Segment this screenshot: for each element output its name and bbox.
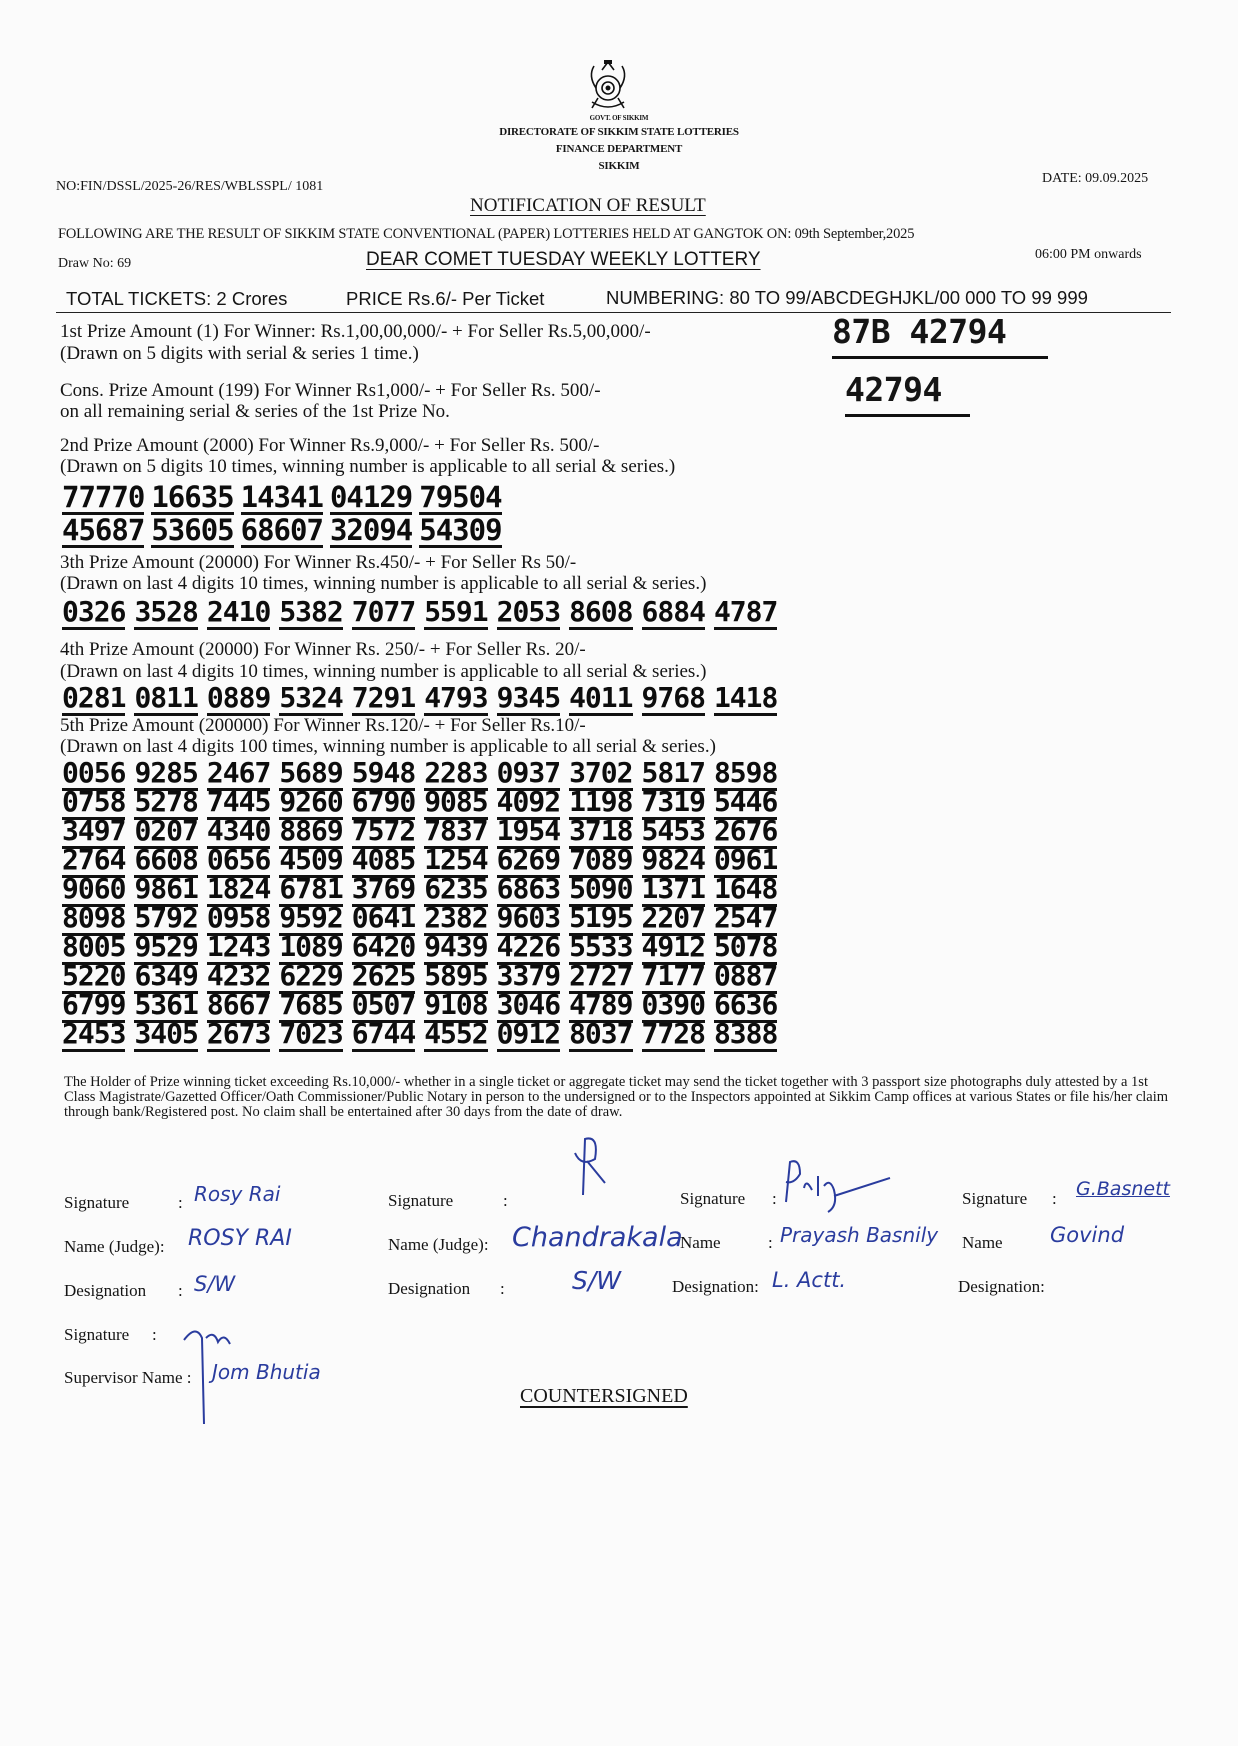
prize-number: 1824 xyxy=(206,872,271,905)
prize-number: 7685 xyxy=(279,988,343,1021)
reference-number: NO:FIN/DSSL/2025-26/RES/WBLSSPL/ 1081 xyxy=(56,179,324,194)
prize-number: 5895 xyxy=(424,959,488,992)
prize-number: 4226 xyxy=(496,930,561,963)
prize-number: 2467 xyxy=(206,756,271,789)
prize-number: 32094 xyxy=(329,513,413,547)
prize-number: 2453 xyxy=(62,1017,126,1050)
prize-number: 6420 xyxy=(351,930,416,963)
prize-number: 0056 xyxy=(62,756,126,789)
document-date: DATE: 09.09.2025 xyxy=(1042,171,1149,186)
prize-number: 4085 xyxy=(351,843,416,876)
prize-number: 16635 xyxy=(151,480,234,514)
prize-number: 1371 xyxy=(641,872,705,905)
prize-number: 2625 xyxy=(351,959,416,992)
prize-number: 0758 xyxy=(62,785,126,818)
officer2-name-value: Govind xyxy=(1050,1223,1125,1247)
prize-number: 8667 xyxy=(206,988,271,1021)
prize-number: 8037 xyxy=(569,1017,633,1050)
header-govt: GOVT. OF SIKKIM xyxy=(589,114,649,122)
lottery-name: DEAR COMET TUESDAY WEEKLY LOTTERY xyxy=(366,249,761,270)
prize-number: 14341 xyxy=(240,480,323,514)
prize-number: 6229 xyxy=(279,959,343,992)
result-held-line: FOLLOWING ARE THE RESULT OF SIKKIM STATE CONVENTIONAL (PAPER) LOTTERIES HELD AT GANGTOK ON: 09th September,2025 xyxy=(58,226,915,242)
fifth-prize-line2: (Drawn on last 4 digits 100 times, winning number is applicable to all serial & series.) xyxy=(60,736,716,757)
draw-time: 06:00 PM onwards xyxy=(1035,247,1142,262)
cons-prize-line2: on all remaining serial & series of the 1st Prize No. xyxy=(60,401,450,422)
prize-number: 6781 xyxy=(279,872,343,905)
prize-number: 0641 xyxy=(351,901,416,934)
prize-number: 4789 xyxy=(569,988,633,1021)
supervisor-name-label: Supervisor Name : xyxy=(64,1368,192,1387)
prize-number: 4552 xyxy=(424,1017,488,1050)
prize-number: 5948 xyxy=(351,756,416,789)
cons-prize-underline xyxy=(845,414,970,417)
prize-number: 7089 xyxy=(569,843,633,876)
prize-number: 9345 xyxy=(496,681,561,714)
officer2-signature: G.Basnett xyxy=(1076,1178,1170,1200)
prize-number: 9592 xyxy=(279,901,343,934)
prize-number: 8608 xyxy=(569,595,633,628)
prize-number: 53605 xyxy=(151,513,234,547)
prize-number: 9824 xyxy=(641,843,705,876)
fourth-prize-line2: (Drawn on last 4 digits 10 times, winning number is applicable to all serial & series.) xyxy=(60,661,707,682)
prize-number: 8388 xyxy=(713,1017,778,1050)
signature-label: Signature xyxy=(64,1325,130,1344)
prize-number: 5533 xyxy=(569,930,633,963)
prize-number: 3497 xyxy=(62,814,126,847)
signature-label: Signature xyxy=(388,1191,454,1210)
prize-number: 4912 xyxy=(641,930,705,963)
prize-number: 2676 xyxy=(713,814,778,847)
judge1-name-value: ROSY RAI xyxy=(188,1226,292,1251)
prize-number: 7319 xyxy=(641,785,705,818)
prize-number: 6884 xyxy=(641,595,705,628)
third-prize-line2: (Drawn on last 4 digits 10 times, winning number is applicable to all serial & series.) xyxy=(60,573,707,594)
claim-instructions: The Holder of Prize winning ticket exceeding Rs.10,000/- whether in a single ticket or aggregate ticket may send the ticket together with 3 passport size photographs duly attested by a 1st Class Magistrate/Gazetted Officer/Oath Commissioner/Public Notary in person to the undersigned or to the Inspectors appointed at Sikkim Camp offices at various States or file his/her claim through bank/Registered post. No claim shall be entertained after 30 days from the date of draw. xyxy=(64,1074,1169,1120)
prize-number: 7572 xyxy=(351,814,416,847)
header-department: FINANCE DEPARTMENT xyxy=(555,143,683,155)
prize-number: 7445 xyxy=(206,785,271,818)
prize-number: 7291 xyxy=(351,681,416,714)
prize-number: 7177 xyxy=(641,959,705,992)
prize-number: 0958 xyxy=(206,901,271,934)
fifth-prize-line1: 5th Prize Amount (200000) For Winner Rs.120/- + For Seller Rs.10/- xyxy=(60,715,586,736)
prize-number: 9603 xyxy=(496,901,561,934)
total-tickets: TOTAL TICKETS: 2 Crores xyxy=(66,288,288,309)
fifth-prize-row xyxy=(62,1017,786,1052)
prize-number: 6863 xyxy=(496,872,561,905)
prize-number: 4509 xyxy=(279,843,343,876)
prize-number: 9768 xyxy=(641,681,705,714)
officer-designation-value: L. Actt. xyxy=(772,1268,847,1292)
prize-number: 4340 xyxy=(206,814,271,847)
prize-number: 6608 xyxy=(134,843,198,876)
prize-number: 3405 xyxy=(134,1017,198,1050)
prize-number: 2764 xyxy=(62,843,126,876)
judge1-designation-value: S/W xyxy=(194,1272,236,1296)
prize-number: 5220 xyxy=(62,959,126,992)
header-state: SIKKIM xyxy=(598,160,640,172)
prize-number: 3046 xyxy=(496,988,561,1021)
prize-number: 68607 xyxy=(240,513,323,547)
prize-number: 8869 xyxy=(279,814,343,847)
signature-colon: : xyxy=(152,1325,157,1344)
prize-number: 7728 xyxy=(641,1017,705,1050)
judge1-designation-label: Designation xyxy=(64,1281,147,1300)
prize-number: 5361 xyxy=(134,988,198,1021)
prize-number: 0390 xyxy=(641,988,705,1021)
prize-number: 6235 xyxy=(424,872,488,905)
prize-number: 1089 xyxy=(279,930,343,963)
judge2-designation-value: S/W xyxy=(572,1266,622,1295)
prize-number: 0207 xyxy=(134,814,198,847)
designation-colon: : xyxy=(178,1281,183,1300)
second-prize-line2: (Drawn on 5 digits 10 times, winning number is applicable to all serial & series.) xyxy=(60,456,676,477)
prize-number: 8598 xyxy=(713,756,778,789)
signature-colon: : xyxy=(1052,1189,1057,1208)
prize-number: 3379 xyxy=(496,959,561,992)
first-prize-number: 87B 42794 xyxy=(832,312,1007,351)
officer2-designation-label: Designation: xyxy=(958,1277,1045,1296)
first-prize-line2: (Drawn on 5 digits with serial & series 1 time.) xyxy=(60,343,419,364)
officer-name-label: Name xyxy=(680,1233,721,1252)
prize-number: 45687 xyxy=(62,513,145,547)
prize-number: 6636 xyxy=(713,988,778,1021)
prize-number: 2382 xyxy=(424,901,488,934)
draw-number: Draw No: 69 xyxy=(58,256,132,271)
prize-number: 5817 xyxy=(641,756,705,789)
prize-number: 6269 xyxy=(496,843,561,876)
prize-number: 54309 xyxy=(419,513,502,547)
prize-number: 1254 xyxy=(424,843,488,876)
second-prize-line1: 2nd Prize Amount (2000) For Winner Rs.9,000/- + For Seller Rs. 500/- xyxy=(60,435,600,456)
designation-colon: : xyxy=(500,1279,505,1298)
prize-number: 79504 xyxy=(419,480,502,514)
prize-number: 5792 xyxy=(134,901,198,934)
cons-prize-number: 42794 xyxy=(845,370,942,409)
prize-number: 0507 xyxy=(351,988,416,1021)
prize-number: 0937 xyxy=(496,756,561,789)
prize-number: 6799 xyxy=(62,988,126,1021)
prize-number: 3769 xyxy=(351,872,416,905)
fourth-prize-line1: 4th Prize Amount (20000) For Winner Rs. 250/- + For Seller Rs. 20/- xyxy=(60,639,586,660)
ticket-price: PRICE Rs.6/- Per Ticket xyxy=(346,288,545,309)
prize-number: 4793 xyxy=(424,681,488,714)
second-prize-row xyxy=(62,480,509,515)
cons-prize-line1: Cons. Prize Amount (199) For Winner Rs1,000/- + For Seller Rs. 500/- xyxy=(60,380,601,401)
prize-number: 4011 xyxy=(569,681,633,714)
prize-number: 2283 xyxy=(424,756,488,789)
signature-label: Signature xyxy=(64,1193,130,1212)
prize-number: 9260 xyxy=(279,785,343,818)
prize-number: 4232 xyxy=(206,959,271,992)
prize-number: 0326 xyxy=(62,595,126,628)
prize-number: 9108 xyxy=(424,988,488,1021)
signature-colon: : xyxy=(178,1193,183,1212)
officer-signature-mark xyxy=(778,1156,898,1216)
judge1-signature: Rosy Rai xyxy=(194,1182,281,1206)
sikkim-emblem-icon xyxy=(582,58,634,118)
prize-number: 1648 xyxy=(713,872,778,905)
prize-number: 3702 xyxy=(569,756,633,789)
prize-number: 5090 xyxy=(569,872,633,905)
prize-number: 2727 xyxy=(569,959,633,992)
prize-number: 2410 xyxy=(206,595,271,628)
signature-colon: : xyxy=(772,1189,777,1208)
prize-number: 0281 xyxy=(62,681,126,714)
prize-number: 0656 xyxy=(206,843,271,876)
judge2-name-value: Chandrakala xyxy=(512,1222,683,1253)
prize-number: 77770 xyxy=(62,480,145,514)
prize-number: 2547 xyxy=(713,901,778,934)
signature-label: Signature xyxy=(680,1189,746,1208)
prize-number: 2207 xyxy=(641,901,705,934)
first-prize-line1: 1st Prize Amount (1) For Winner: Rs.1,00,00,000/- + For Seller Rs.5,00,000/- xyxy=(60,321,651,342)
prize-number: 5324 xyxy=(279,681,343,714)
judge2-name-label: Name (Judge): xyxy=(388,1235,489,1254)
judge2-designation-label: Designation xyxy=(388,1279,471,1298)
prize-number: 5446 xyxy=(713,785,778,818)
prize-number: 9085 xyxy=(424,785,488,818)
prize-number: 1418 xyxy=(713,681,778,714)
prize-number: 0961 xyxy=(713,843,778,876)
prize-number: 8098 xyxy=(62,901,126,934)
header-directorate: DIRECTORATE OF SIKKIM STATE LOTTERIES xyxy=(499,126,739,138)
prize-number: 5382 xyxy=(279,595,343,628)
officer-name-value: Prayash Basnily xyxy=(780,1223,939,1247)
prize-number: 1198 xyxy=(569,785,633,818)
third-prize-line1: 3th Prize Amount (20000) For Winner Rs.450/- + For Seller Rs 50/- xyxy=(60,552,577,573)
prize-number: 9285 xyxy=(134,756,198,789)
first-prize-underline xyxy=(832,356,1048,359)
prize-number: 5078 xyxy=(713,930,778,963)
prize-number: 0912 xyxy=(496,1017,561,1050)
prize-number: 9439 xyxy=(424,930,488,963)
prize-number: 3528 xyxy=(134,595,198,628)
supervisor-name-value: Jom Bhutia xyxy=(212,1360,321,1384)
prize-number: 0889 xyxy=(206,681,271,714)
fourth-prize-row xyxy=(62,681,786,716)
prize-number: 9861 xyxy=(134,872,198,905)
prize-number: 5278 xyxy=(134,785,198,818)
prize-number: 3718 xyxy=(569,814,633,847)
countersigned-label: COUNTERSIGNED xyxy=(520,1385,688,1407)
prize-number: 8005 xyxy=(62,930,126,963)
prize-number: 7023 xyxy=(279,1017,343,1050)
prize-number: 6790 xyxy=(351,785,416,818)
prize-number: 0811 xyxy=(134,681,198,714)
prize-number: 2673 xyxy=(206,1017,271,1050)
judge1-name-label: Name (Judge): xyxy=(64,1237,165,1256)
officer-designation-label: Designation: xyxy=(672,1277,759,1296)
prize-number: 4787 xyxy=(713,595,778,628)
third-prize-row xyxy=(62,595,786,630)
prize-number: 04129 xyxy=(329,480,413,514)
prize-number: 0887 xyxy=(713,959,778,992)
prize-number: 5453 xyxy=(641,814,705,847)
signature-colon: : xyxy=(503,1191,508,1210)
prize-number: 1243 xyxy=(206,930,271,963)
notification-title: NOTIFICATION OF RESULT xyxy=(470,195,706,216)
prize-number: 9060 xyxy=(62,872,126,905)
prize-number: 7077 xyxy=(351,595,416,628)
officer2-name-label: Name xyxy=(962,1233,1003,1252)
prize-number: 5195 xyxy=(569,901,633,934)
prize-number: 5591 xyxy=(424,595,488,628)
signature-label: Signature xyxy=(962,1189,1028,1208)
prize-number: 7837 xyxy=(424,814,488,847)
prize-number: 6744 xyxy=(351,1017,416,1050)
ticket-numbering: NUMBERING: 80 TO 99/ABCDEGHJKL/00 000 TO 99 999 xyxy=(606,287,1088,308)
prize-number: 9529 xyxy=(134,930,198,963)
prize-number: 2053 xyxy=(496,595,561,628)
prize-number: 6349 xyxy=(134,959,198,992)
prize-number: 1954 xyxy=(496,814,561,847)
name-colon: : xyxy=(768,1233,773,1252)
judge2-signature-mark xyxy=(565,1131,611,1201)
prize-number: 4092 xyxy=(496,785,561,818)
second-prize-row xyxy=(62,513,509,548)
prize-number: 5689 xyxy=(279,756,343,789)
